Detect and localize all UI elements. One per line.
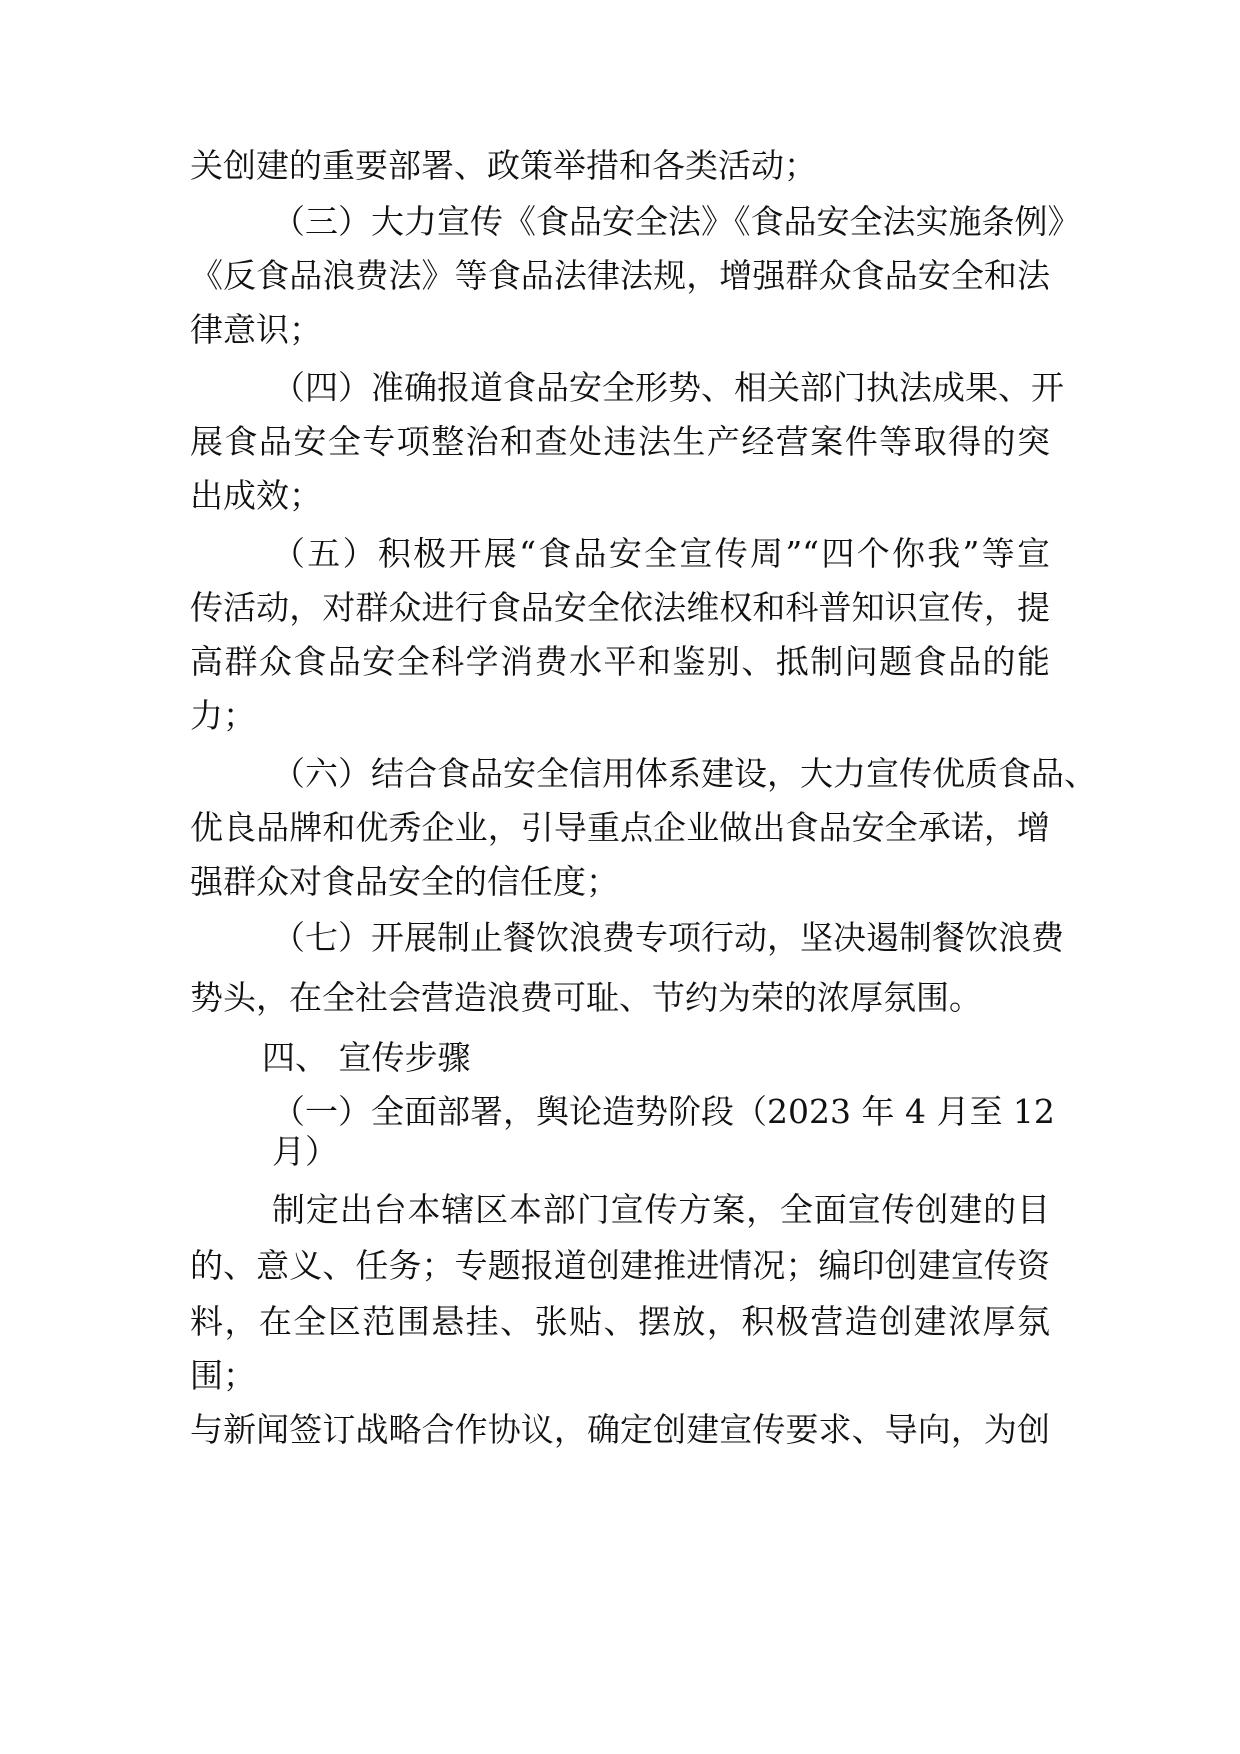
text-line: 的、意义、任务；专题报道创建推进情况；编印创建宣传资 <box>190 1246 1050 1285</box>
text-line: 与新闻签订战略合作协议，确定创建宣传要求、导向，为创 <box>190 1410 1050 1449</box>
text-line: 律意识； <box>190 310 322 349</box>
text-line: 高群众食品安全科学消费水平和鉴别、抵制问题食品的能 <box>190 642 1050 681</box>
text-line: 《反食品浪费法》等食品法律法规，增强群众食品安全和法 <box>190 256 1050 295</box>
section-heading: 四、 宣传步骤 <box>262 1038 471 1077</box>
text-line: 关创建的重要部署、政策举措和各类活动； <box>190 146 817 185</box>
text-line: 围； <box>190 1356 256 1395</box>
text-line: 力； <box>190 696 256 735</box>
text-line: （五）积极开展“食品安全宣传周”“四个你我”等宣 <box>272 534 1050 573</box>
subsection-heading-continued: 月） <box>272 1132 338 1171</box>
text-line: 强群众对食品安全的信任度； <box>190 862 619 901</box>
text-line: （四）准确报道食品安全形势、相关部门执法成果、开 <box>272 368 1064 407</box>
text-line: （三）大力宣传《食品安全法》《食品安全法实施条例》 <box>272 202 1081 241</box>
subsection-heading: （一）全面部署，舆论造势阶段（2023 年 4 月至 12 <box>272 1092 1055 1131</box>
text-line: （六）结合食品安全信用体系建设，大力宣传优质食品、 <box>272 754 1097 793</box>
text-line: 势头，在全社会营造浪费可耻、节约为荣的浓厚氛围。 <box>190 978 982 1017</box>
text-line: 出成效； <box>190 476 322 515</box>
text-line: 优良品牌和优秀企业，引导重点企业做出食品安全承诺，增 <box>190 808 1050 847</box>
text-line: 料，在全区范围悬挂、张贴、摆放，积极营造创建浓厚氛 <box>190 1302 1050 1341</box>
text-line: （七）开展制止餐饮浪费专项行动，坚决遏制餐饮浪费 <box>272 918 1064 957</box>
text-line: 传活动，对群众进行食品安全依法维权和科普知识宣传，提 <box>190 588 1050 627</box>
text-line: 制定出台本辖区本部门宣传方案，全面宣传创建的目 <box>272 1190 1050 1229</box>
text-line: 展食品安全专项整治和查处违法生产经营案件等取得的突 <box>190 422 1050 461</box>
